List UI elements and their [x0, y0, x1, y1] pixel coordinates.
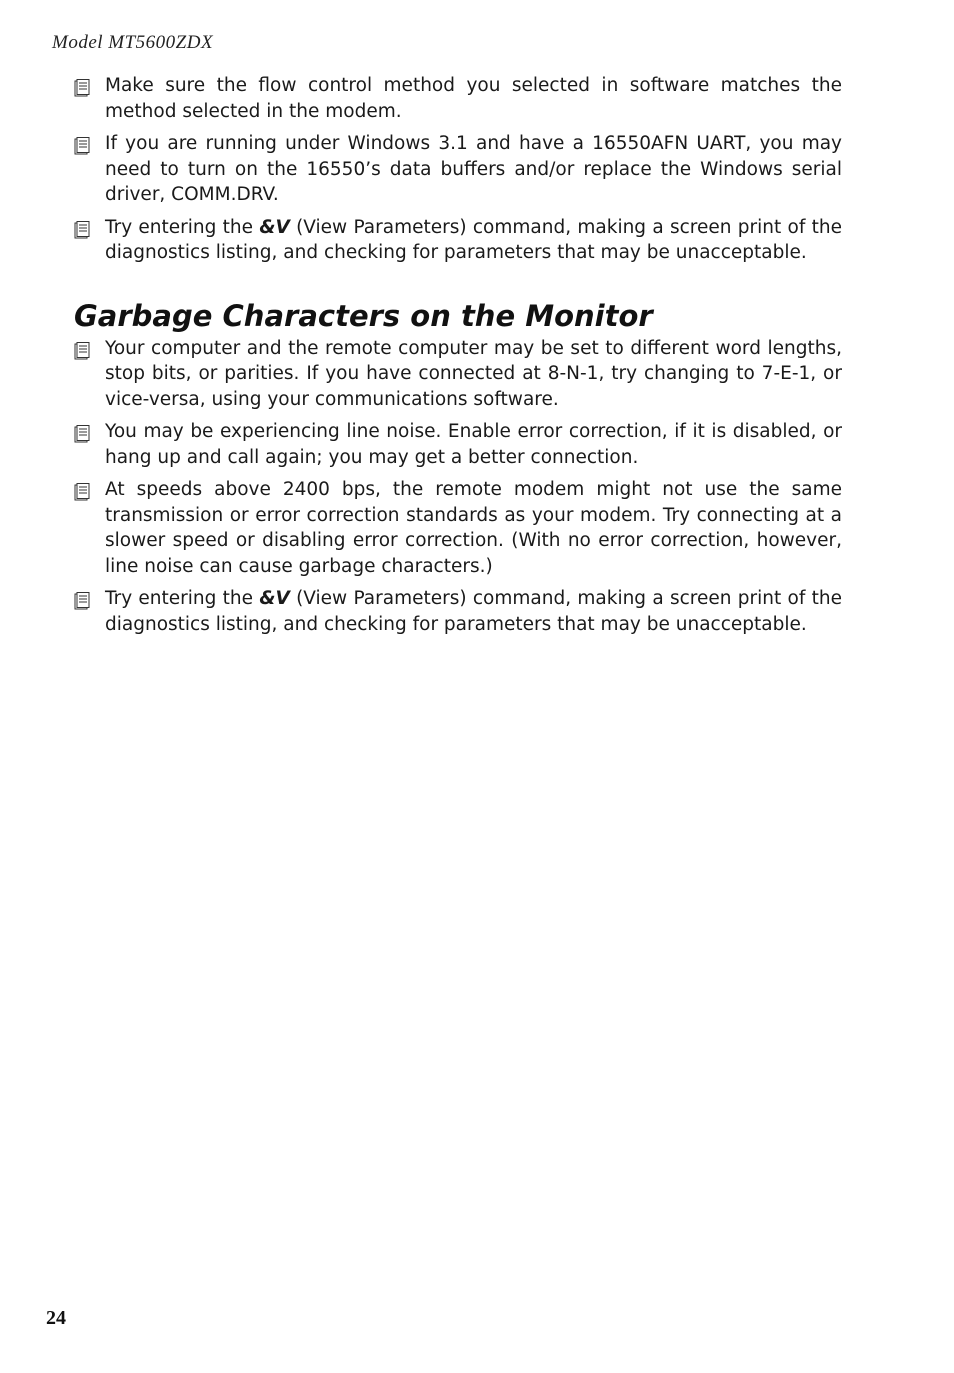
notepad-icon	[74, 424, 91, 443]
page-number: 24	[46, 1307, 66, 1329]
list-item-text-after: (View Parameters) command, making a screen print of the diagnostics listing, and checking for parameters that may be unacceptable.	[105, 588, 842, 635]
list-item	[74, 73, 842, 124]
section-heading: Garbage Characters on the Monitor	[74, 298, 653, 333]
notepad-icon	[74, 341, 91, 360]
notepad-icon	[74, 220, 91, 239]
list-item	[74, 586, 842, 637]
notepad-icon	[74, 482, 91, 501]
notepad-icon	[74, 136, 91, 155]
notepad-icon	[74, 591, 91, 610]
list-item-text: At speeds above 2400 bps, the remote modem might not use the same transmission or error correction standards as your modem. Try connecting at a slower speed or disabling error correction. (With no error correction, however, line noise can cause garbage characters.)	[105, 479, 842, 577]
troubleshooting-list-general	[74, 73, 842, 266]
running-header: Model MT5600ZDX	[52, 32, 214, 53]
list-item-text: Your computer and the remote computer may be set to different word lengths, stop bits, or parities. If you have connected at 8-N-1, try changing to 7-E-1, or vice-versa, using your communications software.	[105, 337, 842, 410]
troubleshooting-list-garbage	[74, 336, 842, 638]
list-item	[74, 215, 842, 266]
list-item-text: You may be experiencing line noise. Enable error correction, if it is disabled, or hang up and call again; you may get a better connection.	[105, 421, 842, 468]
list-item	[74, 336, 842, 413]
list-item	[74, 131, 842, 208]
list-item-text: Make sure the flow control method you selected in software matches the method selected in the modem.	[105, 75, 842, 122]
list-item-text: If you are running under Windows 3.1 and have a 16550AFN UART, you may need to turn on the 16550’s data buffers and/or replace the Windows serial driver, COMM.DRV.	[105, 133, 842, 205]
command-code: &V	[259, 216, 290, 238]
page-content	[74, 73, 842, 644]
list-item-text-before: Try entering the	[105, 588, 260, 609]
list-item	[74, 477, 842, 579]
list-item-text-after: (View Parameters) command, making a screen print of the diagnostics listing, and checking for parameters that may be unacceptable.	[105, 216, 842, 263]
notepad-icon	[74, 78, 91, 97]
list-item-text-before: Try entering the	[105, 216, 260, 238]
command-code: &V	[259, 588, 290, 609]
list-item	[74, 419, 842, 470]
